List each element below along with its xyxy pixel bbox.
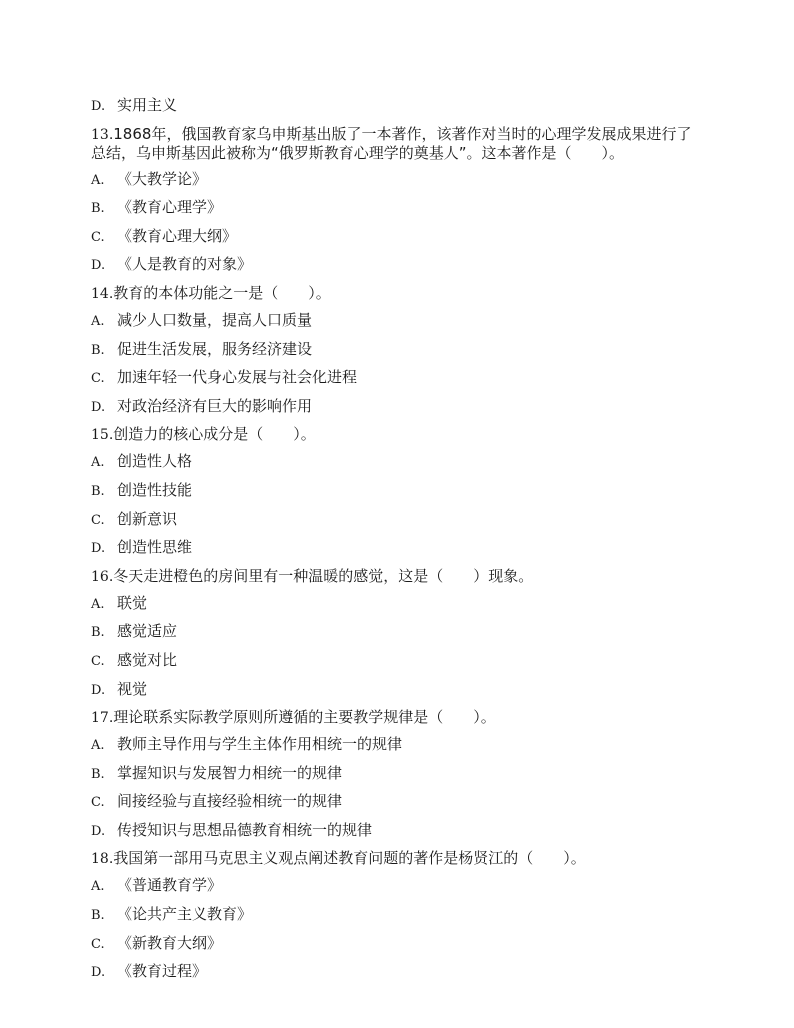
option-letter: A. xyxy=(91,879,105,895)
option-line xyxy=(91,477,696,506)
question-13 xyxy=(91,125,696,162)
option-text: 视觉 xyxy=(117,679,148,698)
option-text: 减少人口数量，提高人口质量 xyxy=(117,310,313,329)
option-letter: C. xyxy=(91,936,105,952)
option-line xyxy=(91,817,696,846)
option-text: 创造性人格 xyxy=(117,452,193,471)
question-text: 理论联系实际教学原则所遵循的主要教学规律是（ ）。 xyxy=(113,708,496,727)
option-letter: D. xyxy=(91,965,106,981)
question-16 xyxy=(91,567,696,586)
option-letter: A. xyxy=(91,172,105,188)
option-letter: B. xyxy=(91,483,105,499)
question-text: 创造力的核心成分是（ ）。 xyxy=(113,425,316,444)
option-line xyxy=(91,872,696,901)
option-line xyxy=(91,166,696,195)
option-text: 联觉 xyxy=(117,593,148,612)
option-letter: D. xyxy=(91,541,106,557)
option-text: 《人是教育的对象》 xyxy=(117,255,253,274)
option-letter: D. xyxy=(91,682,106,698)
option-line xyxy=(91,92,696,121)
question-number: 13. xyxy=(91,126,114,143)
option-line xyxy=(91,336,696,365)
option-text: 《教育心理学》 xyxy=(117,198,223,217)
question-15 xyxy=(91,425,696,444)
option-line xyxy=(91,506,696,535)
option-text: 传授知识与思想品德教育相统一的规律 xyxy=(117,820,373,839)
option-letter: D. xyxy=(91,99,106,114)
option-line xyxy=(91,760,696,789)
option-text: 对政治经济有巨大的影响作用 xyxy=(117,396,313,415)
question-17 xyxy=(91,708,696,727)
question-number: 14. xyxy=(91,285,114,302)
option-text: 加速年轻一代身心发展与社会化进程 xyxy=(117,368,358,387)
option-text: 掌握知识与发展智力相统一的规律 xyxy=(117,763,343,782)
option-text: 《普通教育学》 xyxy=(117,876,223,895)
option-letter: C. xyxy=(91,795,105,811)
option-text: 感觉适应 xyxy=(117,622,178,641)
option-line xyxy=(91,448,696,477)
option-text: 《教育心理大纲》 xyxy=(117,226,238,245)
question-number: 17. xyxy=(91,710,114,727)
option-text: 教师主导作用与学生主体作用相统一的规律 xyxy=(117,735,403,754)
option-letter: B. xyxy=(91,766,105,782)
option-line xyxy=(91,788,696,817)
option-letter: B. xyxy=(91,908,105,924)
option-line xyxy=(91,251,696,280)
option-line xyxy=(91,647,696,676)
option-letter: A. xyxy=(91,455,105,471)
option-text: 《教育过程》 xyxy=(117,962,208,981)
option-line xyxy=(91,307,696,336)
option-line xyxy=(91,364,696,393)
option-line xyxy=(91,194,696,223)
question-text: 教育的本体功能之一是（ ）。 xyxy=(113,283,331,302)
option-line xyxy=(91,534,696,563)
option-letter: C. xyxy=(91,229,105,245)
option-line xyxy=(91,731,696,760)
option-text: 感觉对比 xyxy=(117,650,178,669)
option-letter: A. xyxy=(91,738,105,754)
option-letter: D. xyxy=(91,399,106,415)
option-line xyxy=(91,958,696,987)
option-letter: B. xyxy=(91,342,105,358)
option-letter: B. xyxy=(91,201,105,217)
option-line xyxy=(91,930,696,959)
question-text: 冬天走进橙色的房间里有一种温暖的感觉，这是（ ）现象。 xyxy=(113,566,534,585)
option-text: 间接经验与直接经验相统一的规律 xyxy=(117,792,343,811)
option-letter: D. xyxy=(91,823,106,839)
option-text: 创造性思维 xyxy=(117,538,193,557)
option-line xyxy=(91,676,696,705)
option-line xyxy=(91,223,696,252)
question-number: 16. xyxy=(91,568,114,585)
option-letter: C. xyxy=(91,371,105,387)
question-14 xyxy=(91,284,696,303)
option-text: 实用主义 xyxy=(117,96,178,114)
option-text: 创造性技能 xyxy=(117,480,193,499)
question-18 xyxy=(91,849,696,868)
option-line xyxy=(91,901,696,930)
option-text: 《新教育大纲》 xyxy=(117,933,223,952)
option-letter: C. xyxy=(91,512,105,528)
option-text: 《大教学论》 xyxy=(117,169,208,188)
option-text: 促进生活发展，服务经济建设 xyxy=(117,339,313,358)
option-letter: A. xyxy=(91,313,105,329)
option-letter: B. xyxy=(91,625,105,641)
option-line xyxy=(91,618,696,647)
question-number: 15. xyxy=(91,427,114,444)
question-text: 1868年，俄国教育家乌申斯基出版了一本著作，该著作对当时的心理学发展成果进行了总结，乌申斯基因此被称为“俄罗斯教育心理学的奠基人”。这本著作是（ ）。 xyxy=(91,124,692,162)
option-letter: A. xyxy=(91,596,105,612)
option-line xyxy=(91,393,696,422)
option-text: 创新意识 xyxy=(117,509,178,528)
option-line xyxy=(91,590,696,619)
question-text: 我国第一部用马克思主义观点阐述教育问题的著作是杨贤江的（ ）。 xyxy=(113,849,586,868)
option-letter: C. xyxy=(91,653,105,669)
option-text: 《论共产主义教育》 xyxy=(117,905,253,924)
option-letter: D. xyxy=(91,258,106,274)
question-number: 18. xyxy=(91,851,114,868)
